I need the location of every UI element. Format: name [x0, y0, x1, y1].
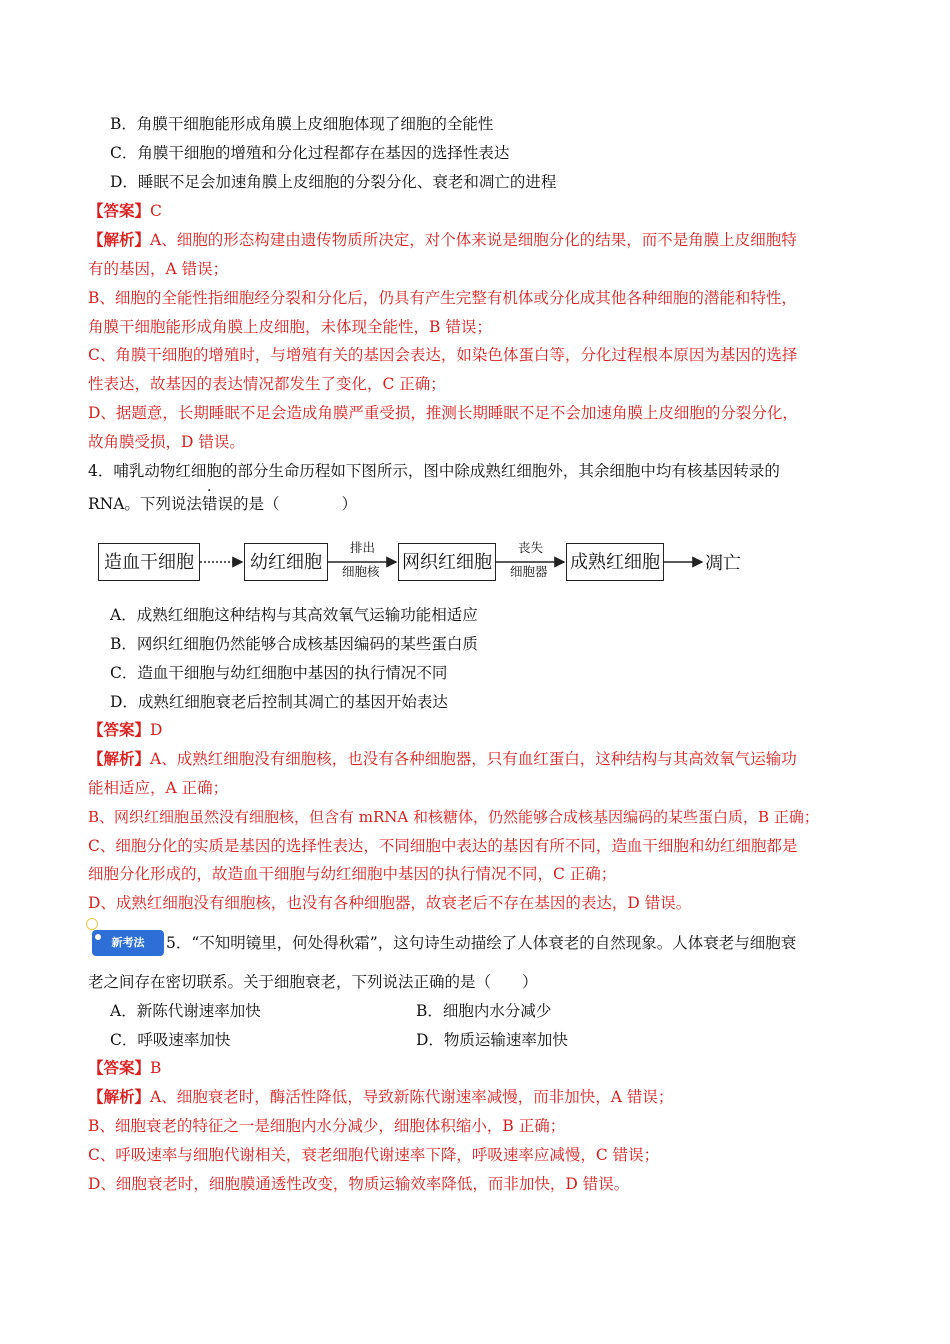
q5-analysis-line: D、细胞衰老时，细胞膜通透性改变，物质运输效率降低，而非加快，D 错误。: [88, 1175, 630, 1193]
answer-tag: 【答案】: [88, 201, 151, 220]
q4-option-b: B．网织红细胞仍然能够合成核基因编码的某些蛋白质: [110, 635, 478, 653]
q3-analysis-line: 故角膜受损，D 错误。: [88, 433, 245, 451]
q5-analysis-text: A、细胞衰老时，酶活性降低，导致新陈代谢速率减慢，而非加快，A 错误；: [150, 1088, 674, 1106]
q4-analysis-line: D、成熟红细胞没有细胞核，也没有各种细胞器，故衰老后不存在基因的表达，D 错误。: [88, 894, 692, 912]
q4-stem: 4．哺乳动物红细胞的部分生命历程如下图所示，图中除成熟红细胞外，其余细胞中均有核基因转录的: [88, 462, 780, 480]
q3-answer-line: [88, 201, 162, 221]
q5-stem: 老之间存在密切联系。关于细胞衰老，下列说法正确的是（ ）: [88, 973, 538, 991]
q4-stem: [88, 494, 357, 514]
answer-tag: 【答案】: [88, 1058, 151, 1077]
q5-option-d: D．物质运输速率加快: [416, 1031, 568, 1049]
analysis-tag: 【解析】: [88, 1087, 151, 1106]
q4-answer-line: [88, 720, 162, 740]
arrow-label-expel: 排出: [350, 540, 376, 555]
q3-answer: C: [150, 202, 162, 220]
q4-answer: D: [150, 721, 163, 739]
new-exam-badge: 新考法: [92, 930, 164, 956]
arrow-label-organelle: 细胞器: [510, 564, 548, 579]
q3-analysis-line: C、角膜干细胞的增殖时，与增殖有关的基因会表达，如染色体蛋白等，分化过程根本原因为基因的选择: [88, 346, 798, 364]
erythroblast-box: 幼红细胞: [244, 543, 328, 581]
answer-tag: 【答案】: [88, 720, 151, 739]
q5-option-c: C．呼吸速率加快: [110, 1031, 231, 1049]
q4-analysis-line: C、细胞分化的实质是基因的选择性表达，不同细胞中表达的基因有所不同，造血干细胞和幼红细胞都是: [88, 837, 798, 855]
q5-option-a: A．新陈代谢速率加快: [110, 1002, 261, 1020]
q4-stem-part: RNA。下列说法: [88, 495, 202, 513]
q4-option-a: A．成熟红细胞这种结构与其高效氧气运输功能相适应: [110, 606, 478, 624]
q4-stem-part: 的是（ ）: [232, 495, 357, 513]
apoptosis-label: 凋亡: [705, 553, 741, 574]
q5-analysis-line: [88, 1087, 673, 1107]
q5-stem: 5．“不知明镜里，何处得秋霜”，这句诗生动描绘了人体衰老的自然现象。人体衰老与细胞衰: [166, 934, 797, 952]
q5-analysis-line: C、呼吸速率与细胞代谢相关，衰老细胞代谢速率下降，呼吸速率应减慢，C 错误；: [88, 1146, 660, 1164]
q3-option-b: B．角膜干细胞能形成角膜上皮细胞体现了细胞的全能性: [110, 115, 494, 133]
q3-option-c: C．角膜干细胞的增殖和分化过程都存在基因的选择性表达: [110, 144, 510, 162]
q4-analysis-line: [88, 749, 797, 769]
analysis-tag: 【解析】: [88, 749, 151, 768]
q4-analysis-line: 细胞分化形成的，故造血干细胞与幼红细胞中基因的执行情况不同，C 正确；: [88, 865, 617, 883]
reticulocyte-box: 网织红细胞: [398, 543, 496, 581]
mature-red-cell-box: 成熟红细胞: [566, 543, 664, 581]
arrow-label-lose: 丧失: [518, 540, 544, 555]
q3-analysis-line: 有的基因，A 错误；: [88, 260, 229, 278]
hematopoietic-stem-cell-box: 造血干细胞: [98, 543, 200, 581]
q5-analysis-line: B、细胞衰老的特征之一是细胞内水分减少，细胞体积缩小，B 正确；: [88, 1117, 566, 1135]
badge-ring-icon: [86, 918, 98, 930]
q3-analysis-line: B、细胞的全能性指细胞经分裂和分化后，仍具有产生完整有机体或分化成其他各种细胞的潜能和特性，: [88, 289, 797, 307]
badge-dot-icon: [95, 934, 101, 940]
q3-analysis-line: D、据题意，长期睡眠不足会造成角膜严重受损，推测长期睡眠不足不会加速角膜上皮细胞的分裂分化，: [88, 404, 798, 422]
q5-answer: B: [150, 1059, 162, 1077]
q5-option-b: B．细胞内水分减少: [416, 1002, 552, 1020]
q5-answer-line: [88, 1058, 161, 1078]
q4-analysis-line: B、网织红细胞虽然没有细胞核，但含有 mRNA 和核糖体，仍然能够合成核基因编码的某些蛋白质，B 正确；: [88, 808, 819, 826]
q3-option-d: D．睡眠不足会加速角膜上皮细胞的分裂分化、衰老和凋亡的进程: [110, 173, 557, 191]
q4-emphasis-text: 错误: [201, 495, 233, 513]
q3-analysis-line: [88, 230, 797, 250]
q3-analysis-text: A、细胞的形态构建由遗传物质所决定，对个体来说是细胞分化的结果，而不是角膜上皮细胞特: [150, 231, 797, 249]
q3-analysis-line: 角膜干细胞能形成角膜上皮细胞，未体现全能性，B 错误；: [88, 318, 492, 336]
arrow-label-nucleus: 细胞核: [342, 564, 380, 579]
q4-option-c: C．造血干细胞与幼红细胞中基因的执行情况不同: [110, 664, 448, 682]
q4-analysis-text: A、成熟红细胞没有细胞核，也没有各种细胞器，只有血红蛋白，这种结构与其高效氧气运输功: [150, 750, 797, 768]
q4-analysis-line: 能相适应，A 正确；: [88, 779, 229, 797]
q3-analysis-line: 性表达，故基因的表达情况都发生了变化，C 正确；: [88, 375, 446, 393]
analysis-tag: 【解析】: [88, 230, 151, 249]
red-cell-lifecycle-diagram: [98, 537, 858, 595]
q4-option-d: D．成熟红细胞衰老后控制其凋亡的基因开始表达: [110, 693, 448, 711]
